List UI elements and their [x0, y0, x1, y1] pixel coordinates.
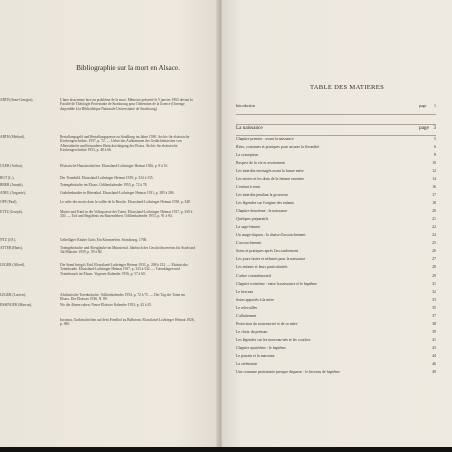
toc-page-number: 32	[432, 289, 436, 294]
toc-entry	[236, 322, 436, 330]
toc-page-number: 44	[432, 353, 436, 358]
toc-entry-label: Les légendes sur l'origine des enfants	[236, 201, 295, 206]
bibliography-author: OPF (Paul),	[0, 200, 18, 204]
bibliography-author: NTZ (J.F.),	[0, 238, 17, 242]
bibliography-author: ESSINGER (Marcus),	[0, 303, 33, 307]
toc-page-number: 17	[432, 193, 436, 198]
toc-entry-label: Le choix du prénom	[236, 329, 268, 334]
toc-entry	[236, 282, 436, 290]
bibliography-author: ULER (Arthur),	[0, 164, 24, 168]
bibliography-author: BUT (L.),	[0, 176, 15, 180]
toc-entry-label: La cérémonie	[236, 361, 258, 366]
toc-entry	[236, 314, 436, 322]
toc-entry	[236, 257, 436, 265]
toc-page-number: 14	[432, 177, 436, 182]
toc-divider	[236, 114, 436, 115]
toc-entry	[236, 249, 436, 257]
bibliography-text: Totengebräuche und Aberglaube im Münstertal. Jahrbuch des Geschichtsvereins für Stadt und Tal Münster 1939, p. 59 à 80.	[60, 246, 195, 255]
toc-entry	[236, 330, 436, 338]
toc-page-number: 28	[432, 265, 436, 270]
toc-entry	[236, 125, 436, 133]
toc-entry	[236, 274, 436, 282]
toc-page-number: 6	[434, 145, 436, 150]
toc-divider	[236, 135, 436, 136]
toc-entry-label: Introduction	[236, 104, 256, 108]
toc-page-number: 31	[432, 281, 436, 286]
toc-entry-label: Les enfants et leurs particularités	[236, 265, 288, 270]
toc-page-number: 16	[432, 185, 436, 190]
toc-page-number: 46	[432, 361, 436, 366]
toc-entry	[236, 338, 436, 346]
bibliography-author: LEGER (Alfred),	[0, 263, 26, 267]
toc-entry	[236, 104, 436, 112]
toc-page-number: 3	[433, 125, 436, 131]
toc-entry-label: Les envies et les dons de la femme enceinte	[236, 177, 305, 182]
toc-entry-label: Protection du nouveau-né et de sa mère	[236, 321, 298, 326]
toc-entry-label: L'enfant à venir	[236, 185, 261, 190]
toc-entry	[236, 169, 436, 177]
bibliography-text: Bestallungsgeld und Bestallungspreise zu Straßburg im Jahre 1598. Archiv für elsässische Kirchengeschichte, 1937, p. 72. — Ueber das Aufkommen der Gedächtnisseiten von Alberstdorfer und besonderer Berücksichtigung des Elsass. Archiv für elsässische Kirchengeschichte 1953, p. 48 à 66.	[60, 135, 190, 153]
toc-entry-label: Respect de la vie et avortement	[236, 161, 285, 166]
toc-entry	[236, 177, 436, 185]
toc-page-number: 25	[432, 241, 436, 246]
toc-page-number: 24	[432, 233, 436, 238]
spread-bottom-edge	[0, 447, 452, 452]
toc-entry-label: Chapitre troisième : entre la naissance et le baptême	[236, 281, 318, 286]
toc-page-number: 38	[432, 321, 436, 326]
toc-entry-label: Soins apportés à la mère	[236, 297, 275, 302]
toc-entry	[236, 233, 436, 241]
toc-page-number: 49	[432, 369, 436, 374]
toc-entry-label: Chapitre quatrième : le baptême	[236, 345, 286, 350]
toc-entry	[236, 217, 436, 225]
toc-entry	[236, 362, 436, 370]
bibliography-text: Alsthistische Totenbräuche. Odilienkalender 1954, p. 72 à 75. — Der Tag der Toten im Elsass. Der Elsässer 1936, N. 89.	[60, 293, 185, 302]
toc-entry	[236, 241, 436, 249]
toc-entry	[236, 193, 436, 201]
toc-entry	[236, 306, 436, 314]
toc-page-number: 8	[434, 153, 436, 158]
bibliography-heading: Bibliographie sur la mort en Alsace.	[76, 64, 180, 72]
toc-page-number: 12	[432, 169, 436, 174]
toc-entry	[236, 145, 436, 153]
toc-entry-label: L'accouchement	[236, 241, 262, 246]
bibliography-author: ANEL (Auguste),	[0, 191, 26, 195]
toc-entry-label: Rites, coutumes et pratiques pour assurer la fécondité	[236, 145, 320, 150]
bibliography-text: Le culte des morts dans la vallée de la Bruche. Elsassland-Lothringer Heimat 1938, p. 348.	[60, 200, 191, 204]
toc-entry-label: Le berceau	[236, 289, 254, 294]
bibliography-text: Die Stand bringt's End. Elsassland-Lothringer Heimat 1933, p. 208 à 212. — Elsässische Totenkonde. Elsassland-Lothringer Heimat 1937, p. 333 à 332. — Totenklagen und Totenbrauch im Elsass. Vogesen-Kalender 1936, p. 57 à 60.	[60, 263, 188, 276]
toc-entry	[236, 346, 436, 354]
toc-entry	[236, 209, 436, 217]
toc-page-word: page	[419, 104, 427, 108]
toc-entry	[236, 185, 436, 193]
toc-page-number: 33	[432, 297, 436, 302]
bibliography-text: Mutter und Kind in der Volkspoesie der Toten. Elsassland-Lothringer Heimat 1937, p. 339 à 330. — Tod und Begräbnis im Bauernleben. Odilienkalender 1953, p. 91 à 94.	[60, 210, 193, 219]
toc-page-number: 22	[432, 225, 436, 230]
bibliography-text: Elsässische Hausinschriften. Elsassland-Lothringer Heimat 1926, p. 8 à 10.	[60, 164, 169, 168]
bibliography-text: Wo die Ahnen ruhen. Neuer Elsässer Kalender 1953, p. 43 à 45.	[60, 303, 152, 307]
toc-page-number: 26	[432, 249, 436, 254]
toc-entry	[236, 265, 436, 273]
toc-page-number: 43	[432, 345, 436, 350]
toc-entry-label: La naissance	[236, 125, 263, 131]
toc-page-number: 1	[434, 104, 436, 108]
toc-entry-label: L'arbre commémoratif	[236, 273, 271, 278]
bibliography-author: ARTH (Médard),	[0, 135, 25, 139]
toc-entry-label: Soins et pratiques après l'accouchement	[236, 249, 298, 254]
toc-entry	[236, 161, 436, 169]
toc-entry-label: Le parrain et la marraine	[236, 353, 275, 358]
left-page	[0, 0, 218, 452]
toc-page-number: 27	[432, 257, 436, 262]
bibliography-author: ETTZ (Joseph),	[0, 210, 23, 214]
toc-entry-label: La sage-femme	[236, 225, 261, 230]
toc-page-number: 29	[432, 273, 436, 278]
toc-entry	[236, 137, 436, 145]
toc-entry	[236, 290, 436, 298]
toc-entry-label: Le relevailles	[236, 305, 258, 310]
toc-entry-label: L'allaitement	[236, 313, 257, 318]
bibliography-text: Geheiligter Kinder Gotts Ein Kimmerlein. Strasbourg, 1768.	[60, 238, 148, 242]
toc-entry-label: Les légendes sur les nouveau-nés et les couches	[236, 337, 311, 342]
toc-page-number: 10	[432, 161, 436, 166]
bibliography-author: ARTH (Jean-Georges),	[0, 98, 34, 102]
toc-entry-label: Les jours fastes et néfastes pour la naissance	[236, 257, 306, 262]
toc-page-number: 18	[432, 201, 436, 206]
toc-page-number: 21	[432, 217, 436, 222]
toc-title: TABLE DES MATIERES	[309, 84, 385, 91]
toc-entry-label: Une coutume protestante presque disparue : le berceau de baptême	[236, 369, 340, 374]
toc-entry-label: Quelques préparatifs	[236, 217, 269, 222]
toc-entry	[236, 298, 436, 306]
toc-page-word: page	[419, 125, 429, 131]
toc-page-number: 39	[432, 329, 436, 334]
toc-page-number: 37	[432, 313, 436, 318]
toc-entry	[236, 201, 436, 209]
toc-entry-label: Chapitre deuxième : la naissance	[236, 209, 288, 214]
toc-entry-label: Chapitre premier : avant la naissance	[236, 137, 294, 141]
toc-entry-label: La conception	[236, 153, 259, 158]
bibliography-author: ATTER (Hans),	[0, 246, 23, 250]
toc-entry	[236, 153, 436, 161]
toc-page-number: 5	[434, 137, 436, 141]
bibliography-text: Inconnu, Grabinschriften auf dem Friedhof zu Balbronn. Elsassland-Lothringer Heimat 1926, p. 380.	[60, 318, 195, 327]
toc-entry	[236, 354, 436, 362]
toc-entry	[236, 225, 436, 233]
toc-entry-label: Les interdits envisagés avant la future mère	[236, 169, 304, 174]
toc-entry	[236, 370, 436, 378]
bibliography-text: Grabdenkmäler in Bärenthal. Elsassland-Lothringer Heimat 1931, p. 285 à 286.	[60, 191, 175, 195]
toc-entry-label: Les interdits pendant la grossesse	[236, 193, 289, 198]
toc-entry-label: Un usage disparu : la chaise d'accouchement	[236, 233, 306, 238]
bibliography-author: LEGER (Lucien),	[0, 293, 26, 297]
toc-page-number: 41	[432, 337, 436, 342]
bibliography-author: RBER (Joseph),	[0, 183, 24, 187]
bibliography-text: Der Totenbild. Elsassland-Lothringer Heimat 1939, p. 334 à 335.	[60, 176, 154, 180]
toc-page-number: 35	[432, 305, 436, 310]
bibliography-text: L'âme alsacienne face au problème de la mort. Mémoire présenté le 5 janvier 1965 devant la Faculté de Théologie Protestante de Strasbourg pour l'obtention de la licence (Ouvrage disponible à la Bibliothèque Nationale Universitaire de Strasbourg).	[60, 98, 193, 111]
toc-page-number: 20	[432, 209, 436, 214]
bibliography-text: Totengebräuche im Elsass. Odilienkalender 1953, p. 72 à 78.	[60, 183, 148, 187]
